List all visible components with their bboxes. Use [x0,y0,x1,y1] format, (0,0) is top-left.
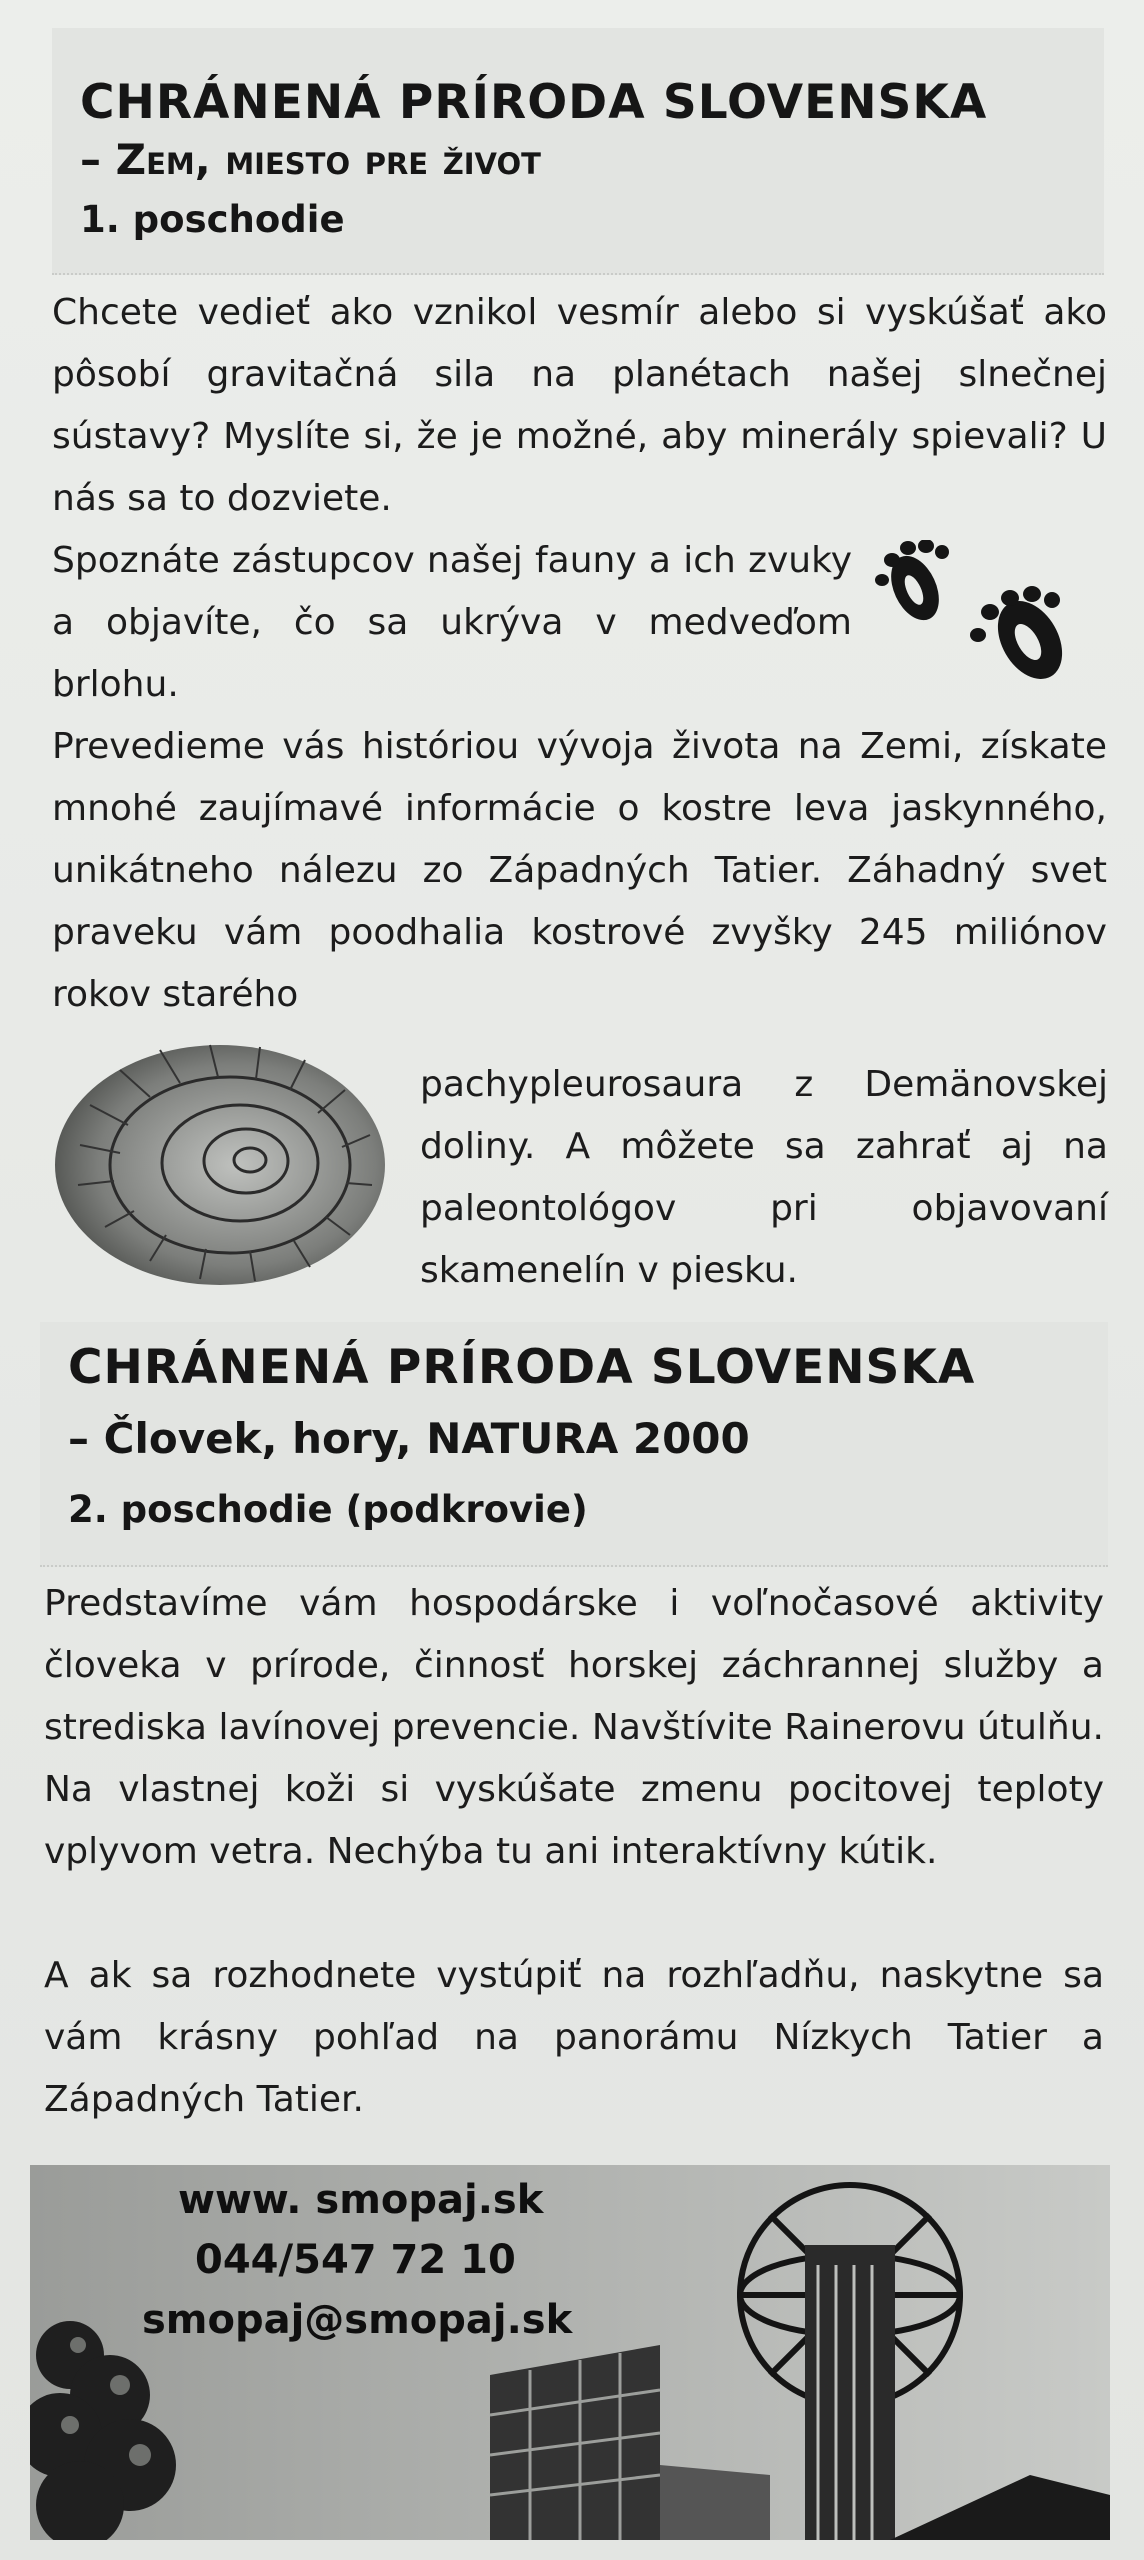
contact-email[interactable]: smopaj@smopaj.sk [142,2297,573,2343]
section1-paragraph-1: Chcete vedieť ako vznikol vesmír alebo si vyskúšať ako pôsobí gravitačná sila na planétach našej slnečnej sústavy? Myslíte si, že je možné, aby minerály spievali? U nás sa to dozviete. [52,292,1107,519]
bear-footprints-icon [870,540,1100,690]
section1-floor: 1. poschodie [80,198,345,241]
section2-paragraph-1: Predstavíme vám hospodárske i voľnočasové aktivity človeka v prírode, činnosť horskej záchrannej služby a strediska lavínovej prevencie. Navštívite Rainerovu útulňu. Na vlastnej koži si vyskúšate zmenu pocitovej teploty vplyvom vetra. Nechýba tu ani interaktívny kútik. [44,1583,1104,1872]
section2-paragraph-2: A ak sa rozhodnete vystúpiť na rozhľadňu, naskytne sa vám krásny pohľad na panorámu Nízkych Tatier a Západných Tatier. [44,1955,1104,2120]
contact-web[interactable]: www. smopaj.sk [178,2177,544,2223]
observation-tower-photo [470,2175,1110,2540]
section2-subtitle: – Človek, hory, NATURA 2000 [68,1414,750,1463]
section2-floor: 2. poschodie (podkrovie) [68,1488,588,1531]
section1-paragraph-4: pachypleurosaura z Demänovskej doliny. A môžete sa zahrať aj na paleontológov pri objavovaní skamenelín v piesku. [420,1064,1108,1291]
section1-paragraph-3: Prevedieme vás históriou vývoja života na Zemi, získate mnohé zaujímavé informácie o kostre leva jaskynného, unikátneho nálezu zo Západných Tatier. Záhadný svet praveku vám poodhalia kostrové zvyšky 245 miliónov rokov starého [52,726,1107,1015]
contact-block [30,2165,1110,2540]
section1-title: CHRÁNENÁ PRÍRODA SLOVENSKA [80,75,988,130]
section2-title: CHRÁNENÁ PRÍRODA SLOVENSKA [68,1340,976,1395]
section1-subtitle: – Zem, miesto pre život [80,135,541,184]
ammonite-fossil-icon [50,1035,390,1295]
section1-paragraph-2: Spoznáte zástupcov našej fauny a ich zvuky a objavíte, čo sa ukrýva v medveďom brlohu. [52,540,852,705]
contact-phone[interactable]: 044/547 72 10 [195,2237,516,2283]
